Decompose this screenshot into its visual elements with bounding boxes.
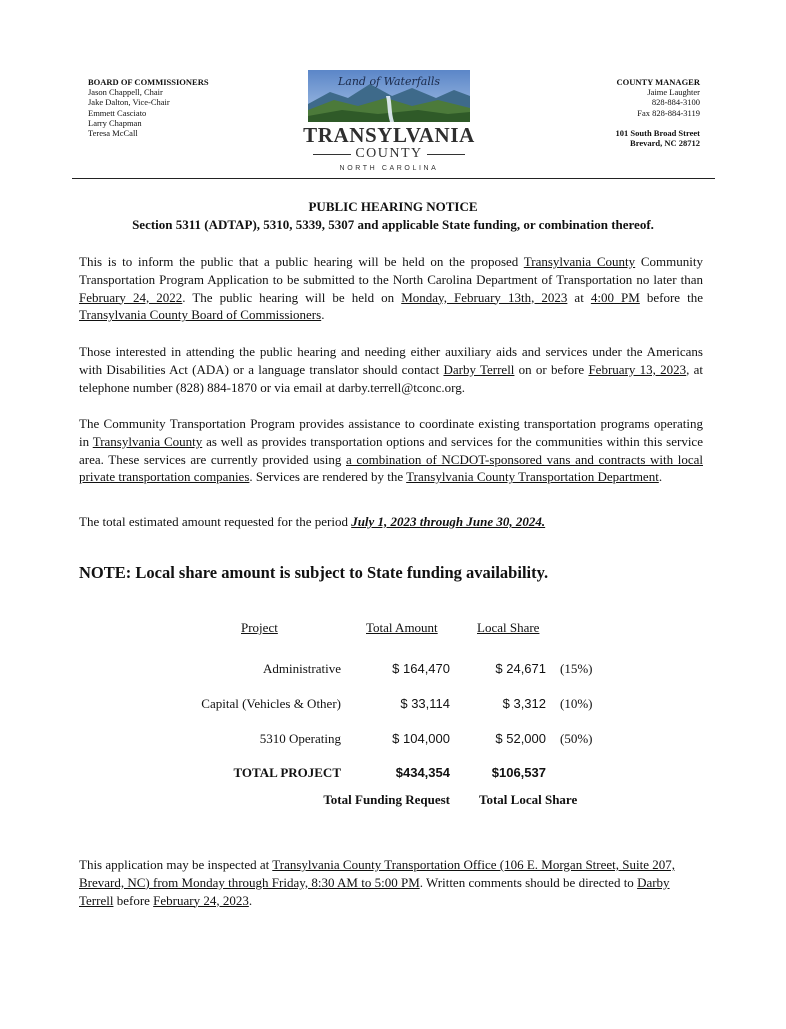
header-total-amount: Total Amount — [366, 620, 438, 635]
total-amount: $434,354 — [395, 765, 450, 780]
logo-state: NORTH CAROLINA — [339, 165, 439, 172]
paragraph-ada: Those interested in attending the public hearing and needing either auxiliary aids and services under the Americans with Disabilities Act (ADA) or a language translator should contact Darby Terrell on or before February 13, 2023, at telephone number (828) 884-1870 or via email at darby.terrell@tconc.org. — [79, 344, 703, 395]
manager-title: COUNTY MANAGER — [616, 77, 700, 87]
header-project: Project — [241, 620, 278, 635]
header-local-share: Local Share — [477, 620, 540, 635]
row-total: $ 104,000 — [392, 731, 450, 746]
total-project-label: TOTAL PROJECT — [233, 765, 341, 780]
paragraph-inspection: This application may be inspected at Transylvania County Transportation Office (106 E. Morgan Street, Suite 207, Brevard, NC) from Monday through Friday, 8:30 AM to 5:00 PM. Written comments should be directed to Darby Terrell before February 24, 2023. — [79, 857, 675, 908]
board-of-commissioners — [88, 77, 209, 138]
logo-county: COUNTY — [355, 146, 423, 161]
county-logo — [303, 70, 475, 172]
manager-fax: Fax 828-884-3119 — [637, 107, 700, 118]
logo-tagline: Land of Waterfalls — [337, 75, 441, 88]
board-member: Emmett Casciato — [88, 107, 147, 118]
total-funding-request-label: Total Funding Request — [323, 792, 450, 807]
notice-heading: PUBLIC HEARING NOTICE — [308, 199, 478, 214]
total-local-share-label: Total Local Share — [479, 792, 578, 807]
logo-name: TRANSYLVANIA — [303, 123, 475, 147]
manager-phone: 828-884-3100 — [651, 97, 700, 108]
row-total: $ 164,470 — [392, 661, 450, 676]
row-percent: (10%) — [560, 696, 593, 711]
board-member: Teresa McCall — [88, 128, 138, 139]
row-local: $ 52,000 — [495, 731, 546, 746]
manager-name: Jaime Laughter — [647, 87, 700, 98]
row-local: $ 3,312 — [502, 696, 546, 711]
paragraph-period: The total estimated amount requested for the period July 1, 2023 through June 30, 2024. — [79, 514, 546, 529]
notice-subheading: Section 5311 (ADTAP), 5310, 5339, 5307 and applicable State funding, or combination thereof. — [132, 217, 654, 232]
mountains-icon — [308, 70, 470, 122]
row-percent: (50%) — [560, 731, 593, 746]
board-member: Jake Dalton, Vice-Chair — [88, 97, 170, 108]
row-percent: (15%) — [560, 661, 593, 676]
board-member: Jason Chappell, Chair — [88, 87, 163, 98]
paragraph-program: The Community Transportation Program provides assistance to coordinate existing transportation programs operating in Transylvania County as well as provides transportation options and services for the communities within this service area. These services are currently provided using a combination of NCDOT-sponsored vans and contracts with local private transportation companies. Services are rendered by the Transylvania County Transportation Department. — [79, 416, 703, 485]
row-total: $ 33,114 — [400, 696, 450, 711]
row-project: Administrative — [263, 661, 341, 676]
county-manager — [616, 77, 700, 148]
board-member: Larry Chapman — [88, 117, 142, 128]
header-divider — [72, 178, 715, 179]
row-project: 5310 Operating — [259, 731, 341, 746]
address: 101 South Broad Street Brevard, NC 28712 — [615, 127, 700, 149]
total-local-share: $106,537 — [491, 765, 546, 780]
row-project: Capital (Vehicles & Other) — [201, 696, 341, 711]
row-local: $ 24,671 — [495, 661, 546, 676]
paragraph-hearing: This is to inform the public that a public hearing will be held on the proposed Transylvania County Community Transportation Program Application to be submitted to the North Carolina Department of Transportation no later than February 24, 2022. The public hearing will be held on Monday, February 13th, 2023 at 4:00 PM before the Transylvania County Board of Commissioners. — [79, 254, 703, 323]
funding-note: NOTE: Local share amount is subject to State funding availability. — [79, 563, 549, 582]
board-title: BOARD OF COMMISSIONERS — [88, 77, 209, 87]
